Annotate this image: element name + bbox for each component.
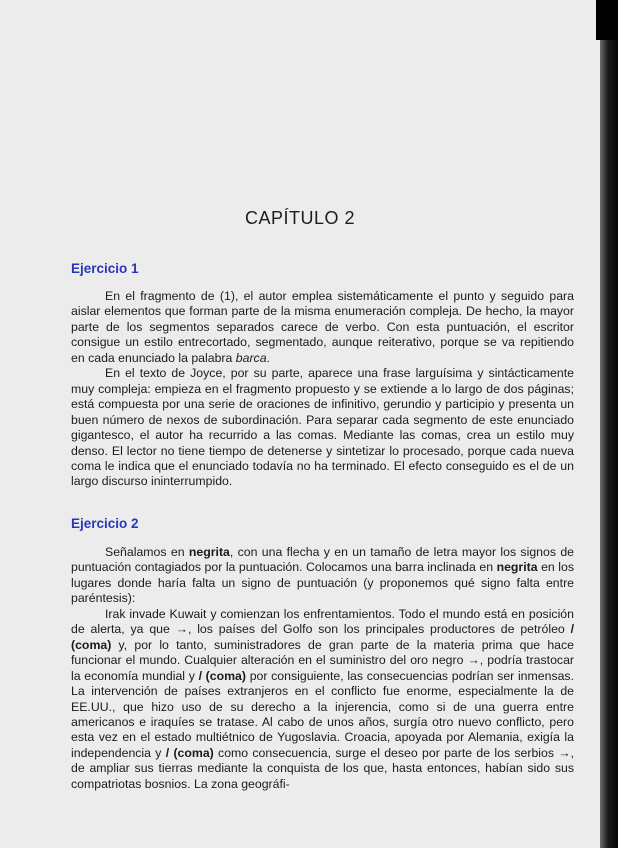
exercise-1-paragraph-1: En el fragmento de (1), el autor emplea sistemáticamente el punto y seguido para aislar elementos que forman parte de la misma enumeración compleja. De hecho, la mayor parte de los segmentos separados carece de verbo. Con esta puntuación, el escritor consigue un estilo entrecortado, segmentado, aunque reiterativo, porque se va repitiendo en cada enunciado la palabra barca. bbox=[71, 289, 574, 365]
chapter-title: CAPÍTULO 2 bbox=[244, 208, 356, 228]
exercise-2-body bbox=[71, 545, 574, 792]
exercise-1-paragraph-2: En el texto de Joyce, por su parte, aparece una frase larguísima y sintácticamente muy compleja: empieza en el fragmento propuesto y se extiende a lo largo de dos páginas; está compuesta por una serie de oraciones de infinitivo, gerundio y participio y presenta un buen número de nexos de subordinación. Para separar cada segmento de este enunciado gigantesco, el autor ha recurrido a las comas. Mediante las comas, crea un estilo muy denso. El lector no tiene tiempo de detenerse y sintetizar lo procesado, porque cada nueva coma le indica que el enunciado todavía no ha terminado. El efecto conseguido es el de un largo discurso ininterrumpido. bbox=[71, 366, 574, 489]
book-spine-corner bbox=[596, 0, 618, 40]
italic-word: barca bbox=[235, 350, 267, 365]
exercise-1-heading: Ejercicio 1 bbox=[71, 261, 139, 276]
exercise-2-paragraph-1: Señalamos en negrita, con una flecha y en un tamaño de letra mayor los signos de puntuación contagiados por la puntuación. Colocamos una barra inclinada en negrita en los lugares donde haría falta un signo de puntuación (y proponemos qué signo falta entre paréntesis): bbox=[71, 545, 574, 606]
exercise-1-body bbox=[71, 289, 574, 490]
exercise-2-paragraph-2: Irak invade Kuwait y comienzan los enfrentamientos. Todo el mundo está en posición de alerta, ya que →, los países del Golfo son los principales productores de petróleo / (coma) y, por lo tanto, suministradores de gran parte de la materia prima que hace funcionar el mundo. Cualquier alteración en el suministro del oro negro →, podría trastocar la economía mundial y / (coma) por consiguiente, las consecuencias podrían ser inmensas. La intervención de países extranjeros en el conflicto fue enorme, especialmente la de EE.UU., que hizo uso de su derecho a la injerencia, como si de una guerra entre americanos e iraquíes se tratase. Al cabo de unos años, surgía otro nuevo conflicto, pero esta vez en el estado multiétnico de Yugoslavia. Croacia, apoyada por Alemania, exigía la independencia y / (coma) como consecuencia, surge el deseo por parte de los serbios →, de ampliar sus tierras mediante la conquista de los que, hasta entonces, habían sido sus compatriotas bosnios. La zona geográfi- bbox=[71, 606, 575, 791]
exercise-2-heading: Ejercicio 2 bbox=[71, 516, 139, 531]
book-spine-shadow bbox=[600, 0, 618, 848]
